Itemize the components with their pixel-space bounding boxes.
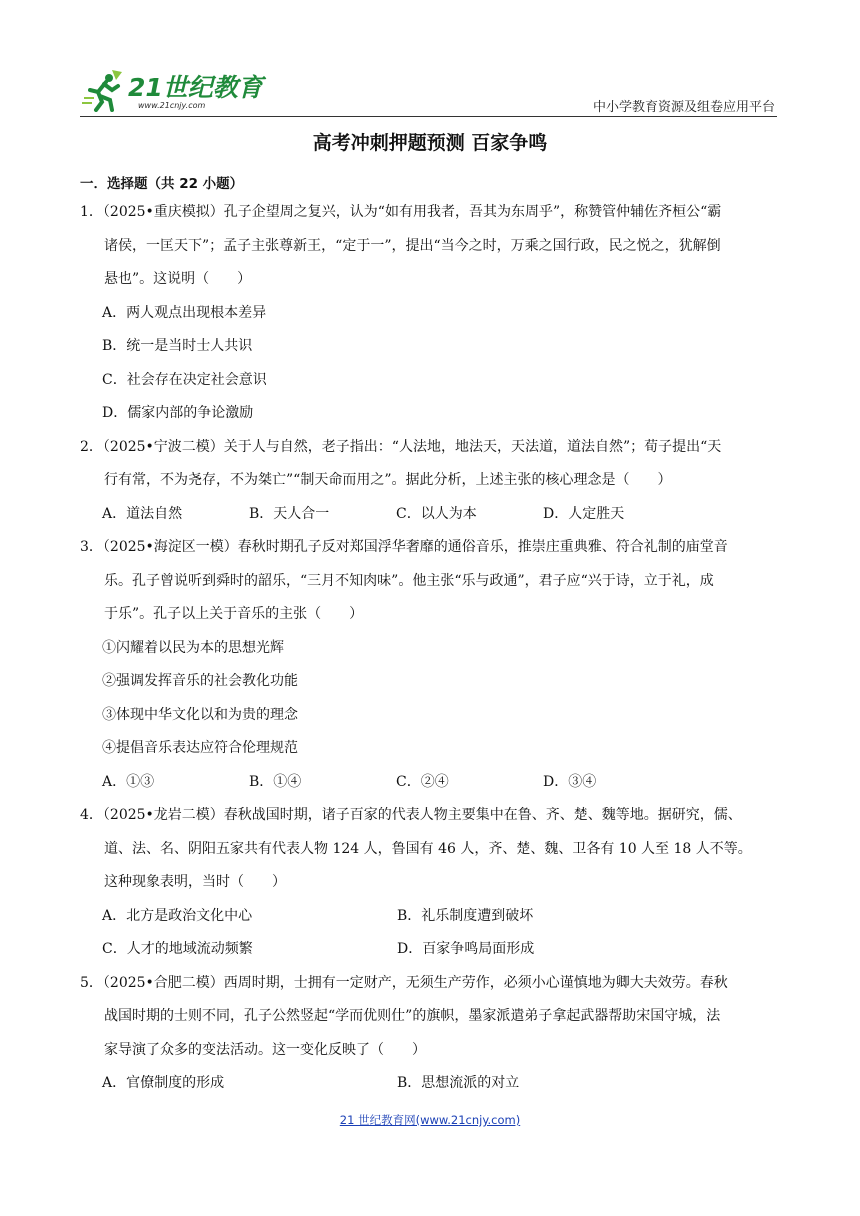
question-5 <box>80 967 780 1101</box>
option-b[interactable]: B．①④ <box>249 773 302 790</box>
question-list <box>80 196 780 1101</box>
option-a[interactable]: A．北方是政治文化中心 <box>102 907 253 924</box>
question-3 <box>80 531 780 799</box>
option-row <box>80 766 780 800</box>
question-line: 行有常，不为尧存，不为桀亡”“制天命而用之”。据此分析，上述主张的核心理念是（ ） <box>104 472 672 488</box>
question-2 <box>80 431 780 532</box>
option-b[interactable]: B．统一是当时士人共识 <box>102 338 253 354</box>
question-line: 1．（2025•重庆模拟）孔子企望周之复兴，认为“如有用我者，吾其为东周乎”，称赞管仲辅佐齐桓公“霸 <box>80 204 722 220</box>
question-line: 诸侯，一匡天下”；孟子主张尊新王，“定于一”，提出“当今之时，万乘之国行政，民之悦之，犹解倒 <box>104 237 721 254</box>
question-line: 3．（2025•海淀区一模）春秋时期孔子反对郑国浮华奢靡的通俗音乐，推崇庄重典雅、符合礼制的庙堂音 <box>80 539 728 555</box>
question-line: 战国时期的士则不同，孔子公然竖起“学而优则仕”的旗帜，墨家派遣弟子拿起武器帮助宋国守城，法 <box>104 1008 721 1024</box>
statement-item: ③体现中华文化以和为贵的理念 <box>102 706 298 723</box>
option-a[interactable]: A．两人观点出现根本差异 <box>102 304 267 321</box>
option-row <box>80 498 780 532</box>
question-line: 悬也”。这说明（ ） <box>104 271 252 287</box>
option-a[interactable]: A．道法自然 <box>102 505 183 522</box>
platform-name: 中小学教育资源及组卷应用平台 <box>592 100 775 115</box>
option-c[interactable]: C．社会存在决定社会意识 <box>102 371 267 388</box>
page-title: 高考冲刺押题预测 百家争鸣 <box>312 132 548 154</box>
question-line: 4．（2025•龙岩二模）春秋战国时期，诸子百家的代表人物主要集中在鲁、齐、楚、魏等地。据研究，儒、 <box>80 807 742 823</box>
option-a[interactable]: A．①③ <box>102 773 155 790</box>
question-4 <box>80 799 780 967</box>
option-row <box>80 933 780 967</box>
option-d[interactable]: D．儒家内部的争论激励 <box>102 405 254 421</box>
option-c[interactable]: C．以人为本 <box>396 505 477 522</box>
option-row <box>80 900 780 934</box>
question-line: 这种现象表明，当时（ ） <box>104 874 286 890</box>
logo-wordmark: 21世纪教育 <box>128 73 263 102</box>
question-line: 乐。孔子曾说听到舜时的韶乐，“三月不知肉味”。他主张“乐与政通”，君子应“兴于诗，立于礼，成 <box>104 572 714 589</box>
header-divider <box>80 116 777 117</box>
brand-logo <box>80 66 263 116</box>
runner-logo-icon <box>82 68 126 112</box>
page-header <box>80 66 777 118</box>
option-c[interactable]: C．人才的地域流动频繁 <box>102 941 253 957</box>
question-line: 2．（2025•宁波二模）关于人与自然，老子指出：“人法地，地法天，天法道，道法自然”；荀子提出“天 <box>80 438 722 455</box>
statement-item: ④提倡音乐表达应符合伦理规范 <box>102 740 298 756</box>
option-b[interactable]: B．天人合一 <box>249 505 330 522</box>
question-line: 道、法、名、阴阳五家共有代表人物 124 人，鲁国有 46 人，齐、楚、魏、卫各有 10 人至 18 人不等。 <box>104 840 752 857</box>
question-line: 家导演了众多的变法活动。这一变化反映了（ ） <box>104 1041 426 1058</box>
section-heading: 一．选择题（共 22 小题） <box>80 176 244 192</box>
question-line: 5．（2025•合肥二模）西周时期，士拥有一定财产，无须生产劳作，必须小心谨慎地为卿大夫效劳。春秋 <box>80 974 728 991</box>
statement-item: ①闪耀着以民为本的思想光辉 <box>102 639 284 656</box>
footer-link[interactable]: 21 世纪教育网(www.21cnjy.com) <box>339 1113 521 1127</box>
option-d[interactable]: D．人定胜天 <box>543 505 625 522</box>
option-b[interactable]: B．礼乐制度遭到破坏 <box>397 907 534 924</box>
option-b[interactable]: B．思想流派的对立 <box>397 1075 520 1091</box>
option-c[interactable]: C．②④ <box>396 773 449 790</box>
option-d[interactable]: D．百家争鸣局面形成 <box>397 941 535 957</box>
option-d[interactable]: D．③④ <box>543 773 597 790</box>
option-a[interactable]: A．官僚制度的形成 <box>102 1075 225 1091</box>
question-line: 于乐”。孔子以上关于音乐的主张（ ） <box>104 606 364 622</box>
statement-item: ②强调发挥音乐的社会教化功能 <box>102 673 298 689</box>
logo-url: www.21cnjy.com <box>138 101 206 110</box>
question-1 <box>80 196 780 431</box>
option-row <box>80 1067 780 1101</box>
